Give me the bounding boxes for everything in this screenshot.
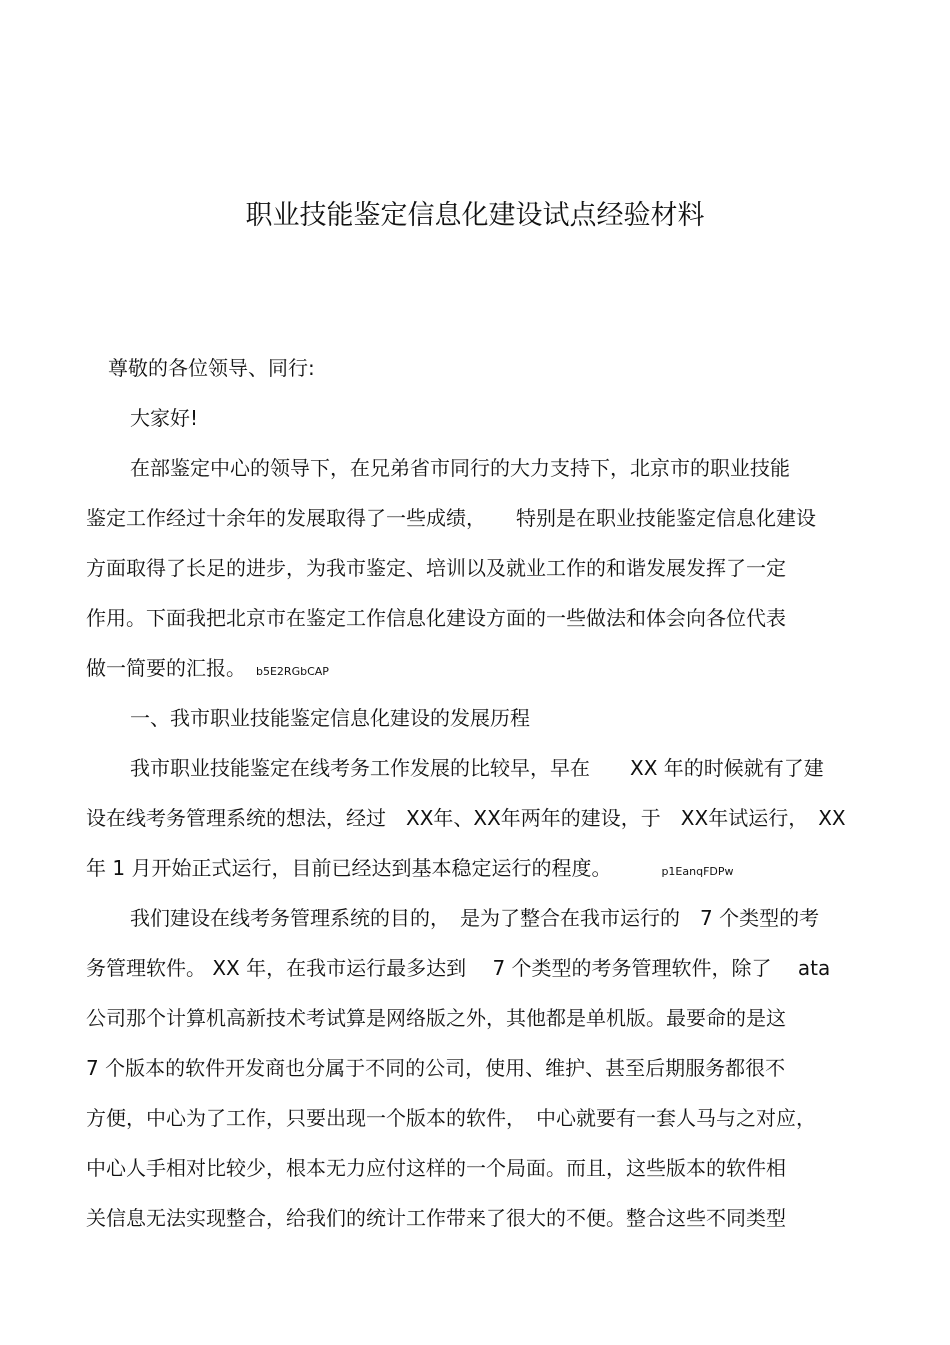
paragraph-line: 务管理软件。 XX 年，在我市运行最多达到 7 个类型的考务管理软件，除了 ata bbox=[86, 956, 831, 980]
paragraph-line: 我们建设在线考务管理系统的目的， 是为了整合在我市运行的 7 个类型的考 bbox=[130, 906, 820, 930]
paragraph-line: 7 个版本的软件开发商也分属于不同的公司，使用、维护、甚至后期服务都很不 bbox=[86, 1056, 786, 1080]
paragraph-line: 方便，中心为了工作，只要出现一个版本的软件， 中心就要有一套人马与之对应， bbox=[86, 1106, 816, 1130]
paragraph-line-with-code bbox=[86, 854, 734, 886]
paragraph-text: 年 1 月开始正式运行，目前已经达到基本稳定运行的程度。 bbox=[86, 856, 612, 880]
greeting: 大家好! bbox=[130, 406, 199, 430]
paragraph-line: 鉴定工作经过十余年的发展取得了一些成绩， 特别是在职业技能鉴定信息化建设 bbox=[86, 506, 816, 530]
document-code: b5E2RGbCAP bbox=[256, 665, 329, 678]
paragraph-line: 公司那个计算机高新技术考试算是网络版之外，其他都是单机版。最要命的是这 bbox=[86, 1006, 786, 1030]
paragraph-text: 做一简要的汇报。 bbox=[86, 656, 246, 680]
paragraph-line: 在部鉴定中心的领导下，在兄弟省市同行的大力支持下，北京市的职业技能 bbox=[130, 456, 790, 480]
paragraph-line: 关信息无法实现整合，给我们的统计工作带来了很大的不便。整合这些不同类型 bbox=[86, 1206, 786, 1230]
paragraph-line: 作用。下面我把北京市在鉴定工作信息化建设方面的一些做法和体会向各位代表 bbox=[86, 606, 786, 630]
salutation: 尊敬的各位领导、同行: bbox=[108, 356, 315, 380]
document-code: p1EanqFDPw bbox=[661, 865, 734, 878]
paragraph-line-with-code bbox=[86, 654, 329, 686]
section-heading: 一、我市职业技能鉴定信息化建设的发展历程 bbox=[130, 706, 530, 730]
paragraph-line: 中心人手相对比较少，根本无力应付这样的一个局面。而且，这些版本的软件相 bbox=[86, 1156, 786, 1180]
paragraph-line: 设在线考务管理系统的想法，经过 XX年、XX年两年的建设，于 XX年试运行， XX bbox=[86, 806, 846, 830]
paragraph-line: 方面取得了长足的进步，为我市鉴定、培训以及就业工作的和谐发展发挥了一定 bbox=[86, 556, 786, 580]
paragraph-line: 我市职业技能鉴定在线考务工作发展的比较早，早在 XX 年的时候就有了建 bbox=[130, 756, 824, 780]
document-title: 职业技能鉴定信息化建设试点经验材料 bbox=[245, 200, 705, 231]
